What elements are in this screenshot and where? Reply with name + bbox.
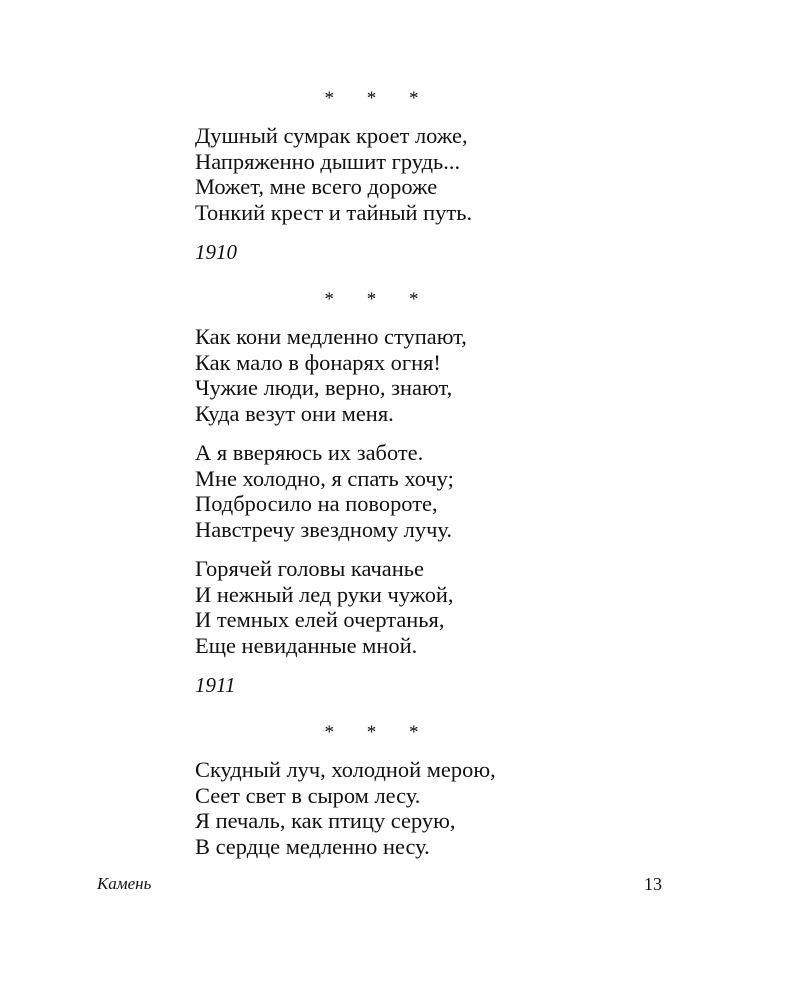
verse-line: А я вверяюсь их заботе.	[195, 440, 424, 465]
stanza	[195, 757, 675, 859]
verse-line: В сердце медленно несу.	[195, 833, 430, 859]
verse-line: Скудный луч, холодной мерою,	[195, 757, 496, 782]
verse-line: Навстречу звездному лучу.	[195, 516, 452, 542]
verse-line: Напряженно дышит грудь...	[195, 148, 461, 174]
running-title: Камень	[97, 874, 152, 893]
verse-line: Как мало в фонарях огня!	[195, 349, 441, 375]
page-number: 13	[644, 874, 662, 894]
section-ornament: * * *	[324, 88, 433, 109]
verse-line: Я печаль, как птицу серую,	[195, 808, 456, 833]
stanza	[195, 324, 675, 426]
poems-column	[195, 86, 675, 859]
verse-line: И темных елей очертанья,	[195, 607, 445, 632]
verse-line: Чужие люди, верно, знают,	[195, 375, 453, 400]
stanza	[195, 440, 675, 542]
section-ornament: * * *	[324, 722, 433, 743]
section-ornament: * * *	[324, 289, 433, 310]
poem	[195, 720, 675, 859]
poem	[195, 287, 675, 720]
page-footer	[97, 872, 662, 898]
verse-line: Еще невиданные мной.	[195, 632, 418, 658]
verse-line: И нежный лед руки чужой,	[195, 581, 454, 607]
verse-line: Тонкий крест и тайный путь.	[195, 199, 473, 225]
stanza	[195, 123, 675, 225]
poem-date: 1910	[195, 240, 237, 264]
poem-date: 1911	[195, 673, 236, 697]
verse-line: Куда везут они меня.	[195, 400, 394, 426]
verse-line: Как кони медленно ступают,	[195, 324, 467, 349]
poem	[195, 86, 675, 287]
verse-line: Сеет свет в сыром лесу.	[195, 782, 421, 808]
verse-line: Подбросило на повороте,	[195, 491, 438, 516]
verse-line: Может, мне всего дороже	[195, 174, 438, 199]
verse-line: Горячей головы качанье	[195, 556, 424, 581]
verse-line: Душный сумрак кроет ложе,	[195, 123, 468, 148]
stanza	[195, 556, 675, 658]
verse-line: Мне холодно, я спать хочу;	[195, 465, 454, 491]
